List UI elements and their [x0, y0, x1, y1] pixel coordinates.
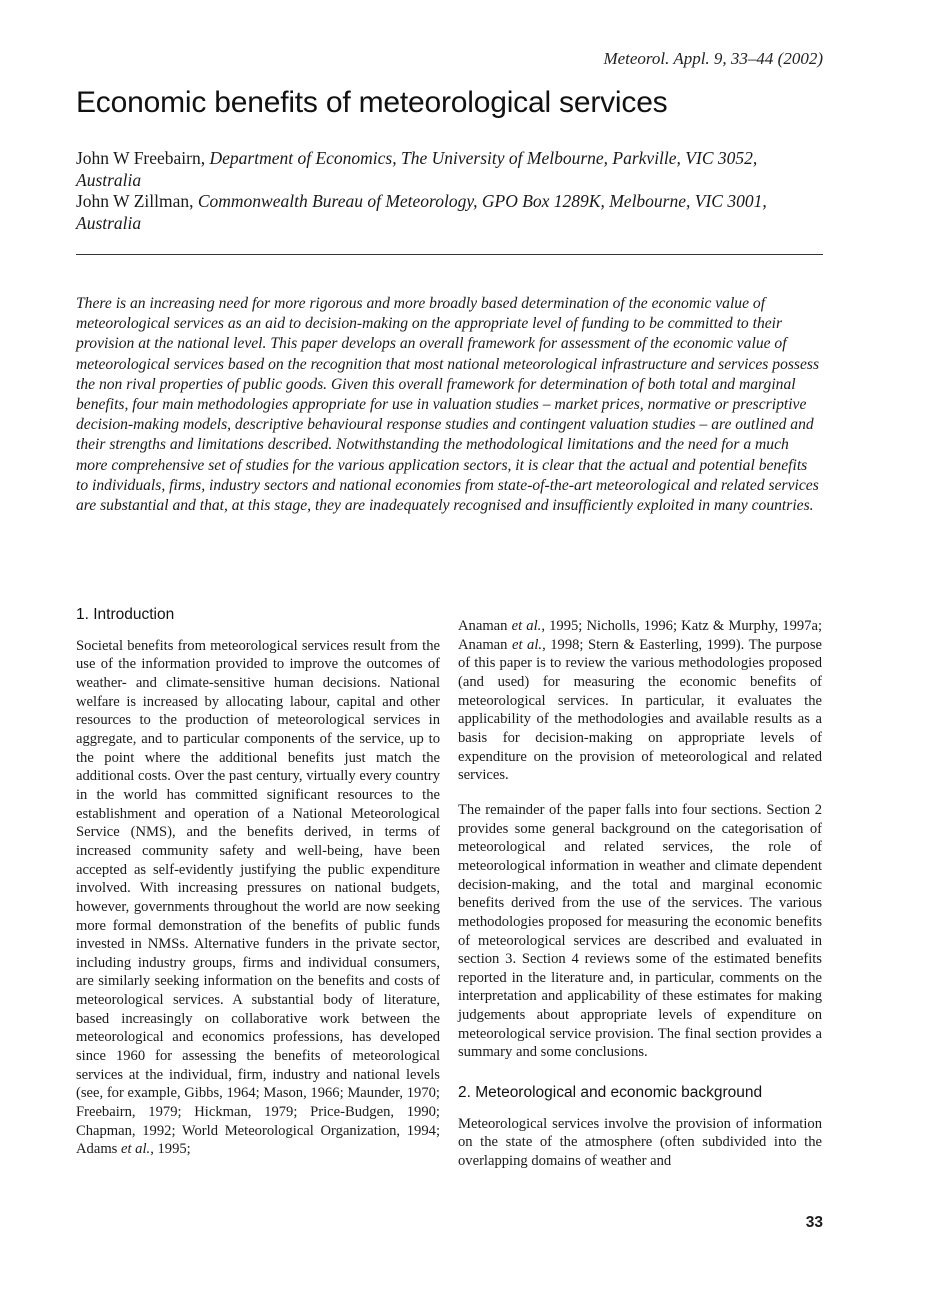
paper-title: Economic benefits of meteorological services	[76, 86, 668, 119]
body-paragraph: The remainder of the paper falls into four sections. Section 2 provides some general background on the categorisation of meteorological and related services, the role of meteorological information in weather and climate dependent decision-making, and the total and marginal economic benefits derived from the use of the services. The various methodologies proposed for measuring the economic benefits of meteorological services are described and evaluated in section 3. Section 4 reviews some of the estimated benefits reported in the literature and, in particular, comments on the interpretation and applicability of these estimates for making judgements about appropriate levels of expenditure on meteorological service provision. The final section provides a summary and some conclusions.	[458, 801, 822, 1061]
paragraph-text: Societal benefits from meteorological services result from the use of the information provided to improve the outcomes of weather- and climate-sensitive human decisions. National welfare is increased by allocating labour, capital and other resources to the production of meteorological services in aggregate, and to particular components of the service, up to the point where the additional benefits just match the additional costs. Over the past century, virtually every country in the world has committed significant resources to the establishment and operation of a National Meteorological Service (NMS), and the benefits derived, in terms of increased community safety and well-being, have been accepted as self-evidently justifying the public expenditure involved. With increasing pressures on national budgets, however, governments throughout the world are now seeking more formal demonstration of the benefits of public funds invested in NMSs. Alternative funders in the private sector, including industry groups, firms and individual consumers, are similarly seeking information on the benefits and costs of meteorological services. A substantial body of literature, based increasingly on collaborative work between the meteorological and economics professions, has developed since 1960 for assessing the benefits of meteorological services at the individual, firm, industry and national levels (see, for example, Gibbs, 1964; Mason, 1966; Maunder, 1970; Freebairn, 1979; Hickman, 1979; Price-Budgen, 1990; Chapman, 1992; World Meteorological Organization, 1994; Adams	[76, 637, 440, 1158]
paragraph-text: , 1995;	[150, 1141, 191, 1158]
body-paragraph	[458, 617, 822, 785]
author-entry	[76, 191, 826, 234]
body-paragraph	[76, 637, 440, 1159]
journal-reference: Meteorol. Appl. 9, 33–44 (2002)	[603, 49, 823, 68]
author-affiliation: Department of Economics, The University of Melbourne, Parkville, VIC 3052, Australia	[76, 148, 758, 190]
section-heading-introduction: 1. Introduction	[76, 606, 175, 623]
author-list	[76, 148, 826, 234]
et-al-italic: et al.	[121, 1141, 151, 1158]
paragraph-text: Anaman	[458, 618, 512, 634]
author-name: John W Freebairn,	[76, 148, 210, 168]
paragraph-text: , 1998; Stern & Easterling, 1999). The purpose of this paper is to review the various methodologies proposed (and used) for measuring the economic benefits of meteorological services. In particular, it evaluates the applicability of the methodologies and available results as a basis for decision-making on appropriate levels of expenditure on the provision of meteorological and related services.	[458, 636, 822, 784]
abstract: There is an increasing need for more rigorous and more broadly based determination of the economic value of meteorological services as an aid to decision-making on the appropriate level of funding to be committed to their provision at the national level. This paper develops an overall framework for assessment of the economic value of meteorological services based on the recognition that most national meteorological infrastructure and services possess the non rival properties of public goods. Given this overall framework for determination of both total and marginal benefits, four main methodologies appropriate for use in valuation studies – market prices, normative or prescriptive decision-making models, descriptive behavioural response studies and contingent valuation studies – are outlined and their strengths and limitations described. Notwithstanding the methodological limitations and the need for a much more comprehensive set of studies for the various application sectors, it is clear that the actual and potential benefits to individuals, firms, industry sectors and national economies from state-of-the-art meteorological and related services are substantial and that, at this stage, they are inadequately recognised and insufficiently exploited in many countries.	[76, 295, 820, 515]
et-al-italic: et al.	[511, 618, 542, 634]
author-entry	[76, 148, 826, 191]
header-divider	[76, 254, 823, 255]
page-number: 33	[805, 1214, 823, 1231]
body-paragraph: Meteorological services involve the provision of information on the state of the atmosphere (often subdivided into the overlapping domains of weather and	[458, 1115, 822, 1170]
left-column	[76, 606, 440, 1175]
et-al-italic: et al.	[511, 636, 543, 653]
author-name: John W Zillman,	[76, 191, 198, 211]
author-affiliation: Commonwealth Bureau of Meteorology, GPO Box 1289K, Melbourne, VIC 3001, Australia	[76, 191, 767, 233]
section-heading-background: 2. Meteorological and economic background	[458, 1084, 763, 1102]
right-column	[458, 617, 822, 1187]
paragraph-text: , 1995; Nicholls, 1996; Katz & Murphy, 1997a; Anaman	[458, 618, 823, 653]
